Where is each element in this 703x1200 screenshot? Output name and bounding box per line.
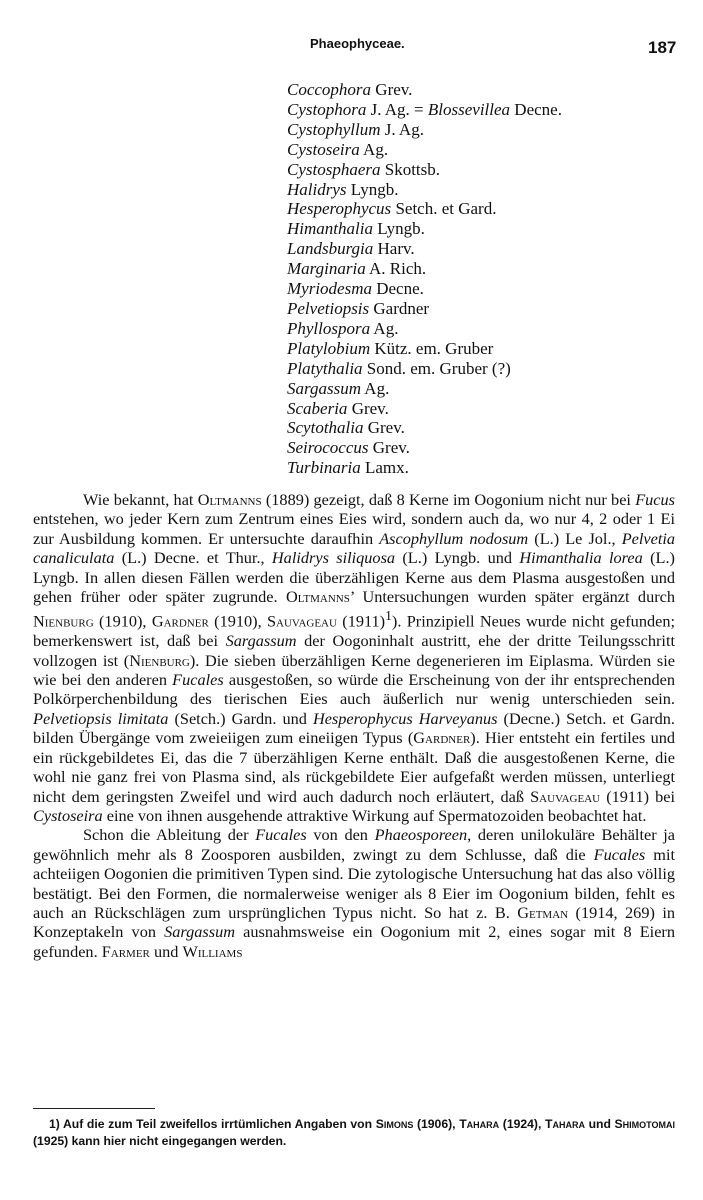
text-run: (1911) bei — [600, 786, 676, 806]
author-name: Simons — [375, 1117, 414, 1131]
genus-author: Lamx. — [360, 458, 409, 478]
genus-author: Kütz. em. Gruber — [370, 338, 494, 358]
genus-entry — [287, 418, 687, 438]
genus-name: Himanthalia — [287, 219, 373, 239]
footnote-1 — [33, 1116, 675, 1150]
text-run: mit achteiigen Oogonien die primitiven Typen sind. Die zytologische Untersuchung hat das also völlig bestätigt. Bei den Formen, die normalerweise weniger als 8 Eier im Oogonium bilden, fehlt es auch an Rückschlägen zum ursprünglichen Typus nicht. So hat z. B. — [33, 844, 675, 922]
text-run: (L.) Lyngb. In allen diesen Fällen werden die überzähligen Kerne aus dem Plasma ausgestoßen und gehen früher oder später zugrunde. — [33, 548, 675, 607]
author-name: Sauvageau — [266, 611, 337, 631]
genus-name: Hesperophycus — [287, 199, 392, 219]
author-name: Williams — [182, 941, 243, 961]
page-number: 187 — [648, 38, 677, 57]
author-name: Oltmanns — [197, 490, 262, 509]
genus-entry — [287, 399, 687, 419]
text-run: (1925) kann hier nicht eingegangen werden. — [33, 1134, 287, 1148]
taxon-name: Pelvetia canaliculata — [33, 528, 676, 568]
genus-author: Lyngb. — [372, 219, 425, 239]
genus-name: Pelvetiopsis — [287, 298, 370, 318]
genus-author: J. Ag. — [380, 119, 424, 139]
genus-entry — [287, 438, 687, 458]
genus-name: Sargassum — [287, 378, 361, 398]
author-name: Gardner — [413, 728, 471, 748]
text-run: (1914, 269) in Konzeptakeln von — [33, 902, 675, 942]
text-run: ausnahmsweise ein Oogonium mit 2, eines sogar mit 8 Eiern gefunden. — [33, 922, 675, 961]
genus-author: Ag. — [370, 318, 399, 338]
genus-name: Cystophyllum — [287, 119, 381, 139]
taxon-name: Hesperophycus Harveyanus — [312, 708, 498, 728]
taxon-name: Sargassum — [225, 631, 297, 651]
genus-entry — [287, 100, 687, 120]
genus-entry — [287, 359, 687, 379]
author-name: Shimotomai — [614, 1117, 675, 1131]
author-name: Getman — [517, 902, 569, 922]
text-run: ). Hier entsteht ein fertiles und ein rückgebildetes Ei, das die 7 überzähligen Kerne enthält. Daß die ausgestoßenen Kerne, die wohl nie ganz frei von Plasma sind, als rückgebildete Eier aufgefaßt werden müssen, unterliegt nicht dem geringsten Zweifel und wird auch dadurch noch erläutert, daß — [33, 728, 676, 806]
text-run: (1910), — [208, 611, 267, 631]
text-run: Wie bekannt, hat — [83, 490, 198, 509]
text-run: 1) Auf die zum Teil zweifellos irrtümlichen Angaben von — [49, 1117, 376, 1131]
footnote-marker: 1 — [385, 608, 392, 624]
genus-author: J. Ag. = — [366, 99, 428, 119]
text-run: ). Die sieben überzähligen Kerne degenerieren im Eiplasma. Würden sie wie bei den anderen — [33, 650, 675, 690]
footnote-rule — [33, 1108, 155, 1109]
text-run: entstehen, wo jeder Kern zum Zentrum eines Eies wird, sondern auch da, wo nur 4, 2 oder 1 Ei zur Ausbildung kommen. Er untersuchte daraufhin — [33, 509, 675, 548]
genus-author: Ag. — [361, 378, 390, 398]
taxon-name: Fucales — [593, 844, 646, 864]
text-run: (1889) gezeigt, daß 8 Kerne im Oogonium nicht nur bei — [261, 490, 636, 509]
author-name: Tahara — [545, 1117, 585, 1131]
author-name: Nienburg — [33, 611, 94, 631]
genus-entry — [287, 259, 687, 279]
genus-author: Grev. — [371, 80, 413, 99]
text-run: (L.) Decne. et Thur., — [114, 548, 272, 568]
genus-entry — [287, 80, 687, 100]
genus-author: Decne. — [371, 279, 424, 299]
genus-name: Turbinaria — [287, 458, 361, 478]
genus-synonym: Blossevillea — [427, 99, 511, 119]
genus-entry — [287, 458, 687, 478]
taxon-name: Fucales — [255, 825, 307, 845]
genus-entry — [287, 180, 687, 200]
genus-name: Cystophora — [287, 99, 367, 119]
genus-name: Seirococcus — [287, 438, 369, 458]
taxon-name: Fucus — [635, 490, 675, 509]
paragraph-2 — [33, 825, 675, 961]
genus-author: Ag. — [359, 139, 389, 159]
taxon-name: Ascophyllum nodosum — [379, 528, 529, 548]
genus-author: Skottsb. — [380, 159, 441, 179]
text-run: (Setch.) Gardn. und — [168, 708, 313, 728]
text-run: und — [584, 1117, 615, 1131]
taxon-name: Cystoseira — [33, 805, 103, 825]
genus-name: Cystosphaera — [287, 159, 381, 179]
genus-list — [287, 80, 687, 478]
genus-name: Scaberia — [287, 398, 348, 418]
genus-author: Lyngb. — [346, 179, 399, 199]
genus-name: Coccophora — [287, 80, 372, 99]
author-name: Sauvageau — [530, 786, 601, 806]
genus-synonym-author: Decne. — [510, 99, 562, 119]
genus-name: Platythalia — [287, 358, 363, 378]
genus-entry — [287, 199, 687, 219]
genus-name: Landsburgia — [287, 239, 374, 259]
taxon-name: Fucales — [172, 670, 224, 690]
paragraph-1 — [33, 490, 675, 825]
genus-entry — [287, 120, 687, 140]
text-run: ausgestoßen, so würde die Erscheinung von der ihr entsprechenden Polkörperchenbildung des tierischen Eies auch äußerlich nur wenig unterschieden sein. — [33, 670, 675, 709]
genus-author: A. Rich. — [365, 259, 427, 279]
text-run: (1906), — [413, 1117, 460, 1131]
text-run: Schon die Ableitung der — [83, 825, 256, 845]
genus-author: Sond. em. Gruber (?) — [362, 358, 511, 378]
genus-entry — [287, 379, 687, 399]
taxon-name: Sargassum — [164, 922, 235, 942]
text-run: (L.) Le Jol., — [528, 528, 622, 548]
text-run: (1924), — [499, 1117, 545, 1131]
genus-author: Setch. et Gard. — [391, 199, 497, 219]
genus-name: Marginaria — [287, 259, 366, 279]
genus-entry — [287, 140, 687, 160]
text-run: ’ Untersuchungen wurden später ergänzt durch — [349, 587, 675, 607]
text-run: , deren unilokuläre Behälter ja gewöhnlich mehr als 8 Zoosporen ausbilden, zwingt zu dem Schlusse, daß die — [33, 825, 676, 864]
text-run: ). Prinzipiell Neues wurde nicht gefunden; bemerkenswert ist, daß bei — [33, 611, 675, 651]
genus-author: Gardner — [369, 298, 430, 318]
genus-entry — [287, 299, 687, 319]
genus-entry — [287, 160, 687, 180]
author-name: Gardner — [151, 611, 209, 631]
text-run: (1911) — [336, 611, 386, 631]
genus-author: Harv. — [373, 239, 415, 259]
genus-entry — [287, 239, 687, 259]
genus-entry — [287, 339, 687, 359]
body-text — [33, 490, 675, 961]
author-name: Nienburg — [129, 650, 190, 670]
genus-name: Halidrys — [287, 179, 347, 199]
genus-name: Scytothalia — [287, 418, 364, 438]
running-head: Phaeophyceae. — [310, 36, 405, 51]
genus-name: Platylobium — [287, 338, 371, 358]
text-run: (Decne.) Setch. et Gardn. bilden Übergänge vom zweieiigen zum eineiigen Typus ( — [33, 708, 675, 748]
genus-name: Cystoseira — [287, 139, 360, 159]
text-run: eine von ihnen ausgehende attraktive Wirkung auf Spermatozoiden beobachtet hat. — [102, 805, 647, 825]
author-name: Oltmanns — [285, 587, 350, 607]
text-run: (L.) Lyngb. und — [395, 548, 520, 568]
author-name: Tahara — [459, 1117, 500, 1131]
genus-author: Grev. — [347, 398, 389, 418]
genus-author: Grev. — [363, 418, 405, 438]
genus-entry — [287, 279, 687, 299]
genus-entry — [287, 219, 687, 239]
genus-author: Grev. — [368, 438, 410, 458]
footnote — [33, 1116, 675, 1150]
taxon-name: Pelvetiopsis limitata — [33, 708, 169, 728]
text-run: von den — [306, 825, 375, 845]
taxon-name: Halidrys siliquosa — [271, 548, 396, 568]
text-run: (1910), — [93, 611, 152, 631]
taxon-name: Phaeosporeen — [374, 825, 468, 845]
text-run: und — [149, 941, 183, 961]
text-run: der Oogoninhalt austritt, ehe der dritte Teilungsschritt vollzogen ist ( — [33, 631, 675, 670]
genus-name: Myriodesma — [287, 279, 372, 299]
taxon-name: Himanthalia lorea — [519, 548, 643, 568]
genus-name: Phyllospora — [287, 318, 371, 338]
genus-entry — [287, 319, 687, 339]
author-name: Farmer — [101, 941, 150, 961]
